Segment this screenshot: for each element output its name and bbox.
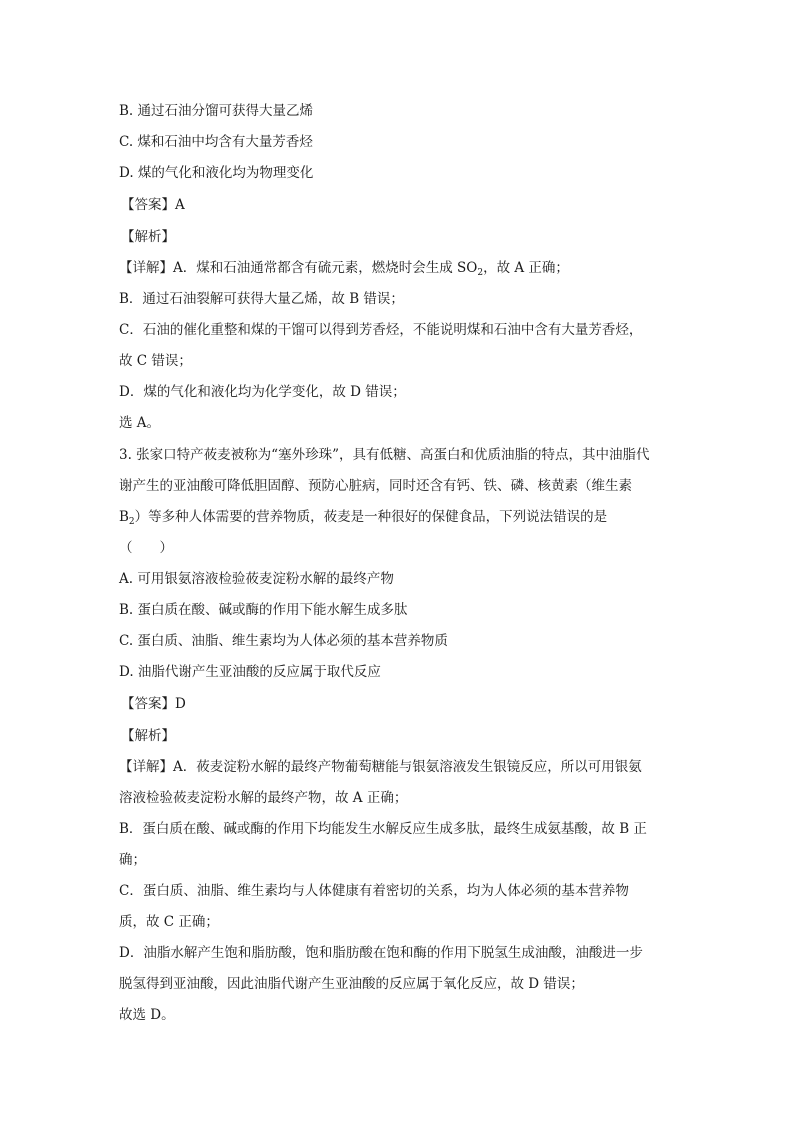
analysis-heading-q2: 【解析】	[121, 229, 175, 245]
option-d-q2: D. 煤的气化和液化均为物理变化	[119, 165, 314, 181]
option-b-q3: B. 蛋白质在酸、碱或酶的作用下能水解生成多肽	[119, 602, 408, 618]
explanation-b-q2: B．通过石油裂解可获得大量乙烯，故 B 错误；	[119, 291, 404, 307]
conclusion-q3: 故选 D。	[119, 1007, 175, 1023]
explanation-a-q2: 【详解】A．煤和石油通常都含有硫元素，燃烧时会生成 $SO_2$，故 A 正确；	[119, 260, 569, 278]
explanation-b-q3-line2: 确；	[119, 852, 146, 868]
explanation-a-q3-line2: 溶液检验莜麦淀粉水解的最终产物，故 A 正确；	[119, 790, 408, 806]
explanation-b-q3-line1: B．蛋白质在酸、碱或酶的作用下均能发生水解反应生成多肽，最终生成氨基酸，故 B 正	[119, 821, 647, 837]
option-b-q2: B. 通过石油分馏可获得大量乙烯	[119, 103, 314, 119]
explanation-c-q2-line1: C．石油的催化重整和煤的干馏可以得到芳香烃，不能说明煤和石油中含有大量芳香烃，	[119, 322, 643, 338]
conclusion-q2: 选 A。	[119, 415, 161, 431]
option-c-q2: C. 煤和石油中均含有大量芳香烃	[119, 134, 313, 150]
explanation-c-q2-line2: 故 C 错误；	[119, 353, 192, 369]
option-d-q3: D. 油脂代谢产生亚油酸的反应属于取代反应	[119, 664, 381, 680]
question-3-line1: 3. 张家口特产莜麦被称为“塞外珍珠”，具有低糖、高蛋白和优质油脂的特点，其中油脂代	[119, 447, 650, 463]
question-3-line2: 谢产生的亚油酸可降低胆固醇、预防心脏病，同时还含有钙、铁、磷、核黄素（维生素	[119, 478, 632, 494]
explanation-d-q2: D．煤的气化和液化均为化学变化，故 D 错误；	[119, 384, 406, 400]
analysis-heading-q3: 【解析】	[121, 728, 175, 744]
explanation-d-q3-line1: D．油脂水解产生饱和脂肪酸，饱和脂肪酸在饱和酶的作用下脱氢生成油酸，油酸进一步	[119, 945, 643, 961]
question-3-line3: $B_2$）等多种人体需要的营养物质，莜麦是一种很好的保健食品，下列说法错误的是	[119, 509, 608, 527]
explanation-c-q3-line1: C．蛋白质、油脂、维生素均与人体健康有着密切的关系，均为人体必须的基本营养物	[119, 883, 629, 899]
explanation-a-q3-line1: 【详解】A．莜麦淀粉水解的最终产物葡萄糖能与银氨溶液发生银镜反应，所以可用银氨	[119, 759, 642, 775]
explanation-c-q3-line2: 质，故 C 正确；	[119, 914, 219, 930]
explanation-d-q3-line2: 脱氢得到亚油酸，因此油脂代谢产生亚油酸的反应属于氧化反应，故 D 错误；	[119, 976, 584, 992]
option-a-q3: A. 可用银氨溶液检验莜麦淀粉水解的最终产物	[119, 571, 394, 587]
answer-q3: 【答案】D	[121, 696, 186, 712]
answer-q2: 【答案】A	[121, 197, 185, 213]
option-c-q3: C. 蛋白质、油脂、维生素均为人体必须的基本营养物质	[119, 633, 448, 649]
question-3-blank: （ ）	[119, 540, 173, 556]
